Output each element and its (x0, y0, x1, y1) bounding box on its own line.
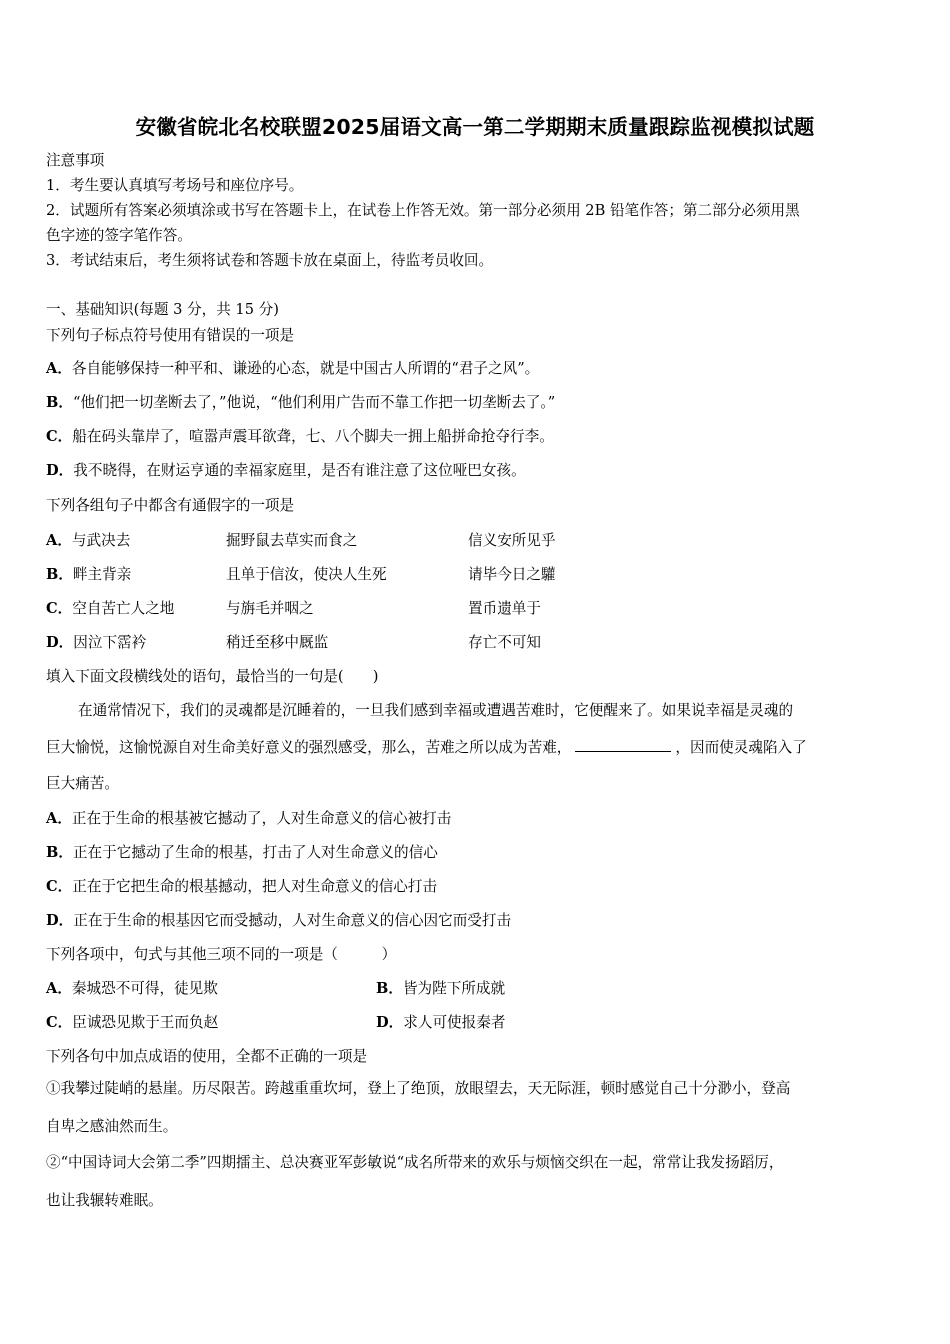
option-row (46, 1013, 218, 1033)
section-heading: 一、基础知识(每题 3 分，共 15 分) (46, 301, 279, 318)
notice-item: 3．考试结束后，考生须将试卷和答题卡放在桌面上，待监考员收回。 (46, 252, 494, 269)
option-row (46, 565, 131, 585)
option-label: A． (46, 980, 72, 997)
question-stem: 下列句子标点符号使用有错误的一项是 (46, 327, 295, 344)
option-text: 臣诚恐见欺于王而负赵 (72, 1014, 219, 1031)
sentence-line: ①我攀过陡峭的悬崖。历尽限苦。跨越重重坎坷，登上了绝顶，放眼望去，天无际涯，顿时感觉自己十分渺小，登高 (46, 1080, 791, 1097)
option-text: 我不晓得，在财运亨通的幸福家庭里，是否有谁注意了这位哑巴女孩。 (73, 462, 526, 479)
option-row (46, 427, 554, 447)
passage-line (46, 737, 807, 758)
sentence-line: 也让我辗转难眠。 (46, 1192, 163, 1209)
option-text: 信义安所见乎 (468, 532, 556, 549)
question-stem: 下列各组句子中都含有通假字的一项是 (46, 497, 295, 514)
option-text: 畔主背亲 (72, 566, 132, 583)
option-text: 与武决去 (71, 532, 131, 549)
option-text: 正在于生命的根基被它撼动了，人对生命意义的信心被打击 (71, 810, 452, 827)
option-text: 空自苦亡人之地 (72, 600, 175, 617)
option-row (46, 531, 130, 551)
option-row (46, 843, 438, 863)
option-row (376, 979, 505, 999)
notice-item: 色字迹的签字笔作答。 (46, 227, 192, 244)
notice-item: 1．考生要认真填写考场号和座位序号。 (46, 177, 304, 194)
option-label: D． (376, 1014, 404, 1031)
option-label: B． (46, 394, 73, 411)
option-label: A． (46, 810, 72, 827)
passage-text: ，因而使灵魂陷入了 (675, 739, 807, 756)
option-label: C． (46, 428, 73, 445)
option-row (46, 599, 174, 619)
option-label: D． (46, 912, 74, 929)
question-stem: 下列各句中加点成语的使用，全都不正确的一项是 (46, 1048, 368, 1065)
sentence-line: ②“中国诗词大会第二季”四期擂主、总决赛亚军彭敏说“成名所带来的欢乐与烦恼交织在一起，常常让我发扬蹈厉， (46, 1154, 784, 1171)
option-text: 船在码头靠岸了，喧嚣声震耳欲聋，七、八个脚夫一拥上船拼命抢夺行李。 (72, 428, 554, 445)
passage-line: 在通常情况下，我们的灵魂都是沉睡着的，一旦我们感到幸福或遭遇苦难时，它便醒来了。如果说幸福是灵魂的 (78, 702, 794, 719)
option-text: 置币遗单于 (468, 600, 541, 617)
option-row (46, 461, 526, 481)
option-text: 各自能够保持一种平和、谦逊的心态，就是中国古人所谓的“君子之风”。 (71, 360, 540, 377)
question-stem: 填入下面文段横线处的语句，最恰当的一句是( ) (46, 668, 379, 685)
sentence-line: 自卑之感油然而生。 (46, 1118, 178, 1135)
question-stem: 下列各项中，句式与其他三项不同的一项是（ ） (46, 946, 397, 963)
passage-text: 巨大愉悦，这愉悦源自对生命美好意义的强烈感受，那么，苦难之所以成为苦难， (46, 739, 572, 756)
option-row (46, 359, 539, 379)
notice-item: 2．试题所有答案必须填涂或书写在答题卡上，在试卷上作答无效。第一部分必须用 2B 铅笔作答；第二部分必须用黑 (46, 202, 800, 219)
option-text: 与旃毛并咽之 (226, 600, 314, 617)
option-label: B． (46, 566, 73, 583)
option-label: B． (46, 844, 73, 861)
option-label: A． (46, 360, 72, 377)
page-title: 安徽省皖北名校联盟2025届语文高一第二学期期末质量跟踪监视模拟试题 (135, 115, 815, 139)
option-row (46, 809, 451, 829)
passage-line: 巨大痛苦。 (46, 775, 119, 792)
option-text: 存亡不可知 (468, 634, 541, 651)
option-label: B． (376, 980, 403, 997)
option-label: D． (46, 462, 74, 479)
option-row (46, 979, 218, 999)
option-text: 皆为陛下所成就 (402, 980, 506, 997)
option-text: 因泣下霑衿 (73, 634, 147, 651)
notice-heading: 注意事项 (46, 152, 105, 169)
option-text: 且单于信汝，使决人生死 (226, 566, 387, 583)
option-label: A． (46, 532, 72, 549)
fill-blank (575, 737, 671, 752)
option-label: C． (46, 600, 73, 617)
option-row (46, 911, 511, 931)
option-label: C． (46, 878, 73, 895)
option-row (376, 1013, 505, 1033)
option-text: 正在于它撼动了生命的根基，打击了人对生命意义的信心 (72, 844, 438, 861)
option-text: “他们把一切垄断去了，”他说，“他们利用广告而不靠工作把一切垄断去了。” (72, 394, 556, 411)
option-label: D． (46, 634, 74, 651)
option-text: 秦城恐不可得，徒见欺 (71, 980, 218, 997)
option-text: 求人可使报秦者 (403, 1014, 506, 1031)
option-row (46, 393, 555, 413)
option-text: 请毕今日之驩 (468, 566, 556, 583)
option-text: 稍迁至移中厩监 (226, 634, 329, 651)
option-row (46, 877, 437, 897)
option-text: 掘野鼠去草实而食之 (226, 532, 358, 549)
option-label: C． (46, 1014, 73, 1031)
option-row (46, 633, 146, 653)
option-text: 正在于生命的根基因它而受撼动，人对生命意义的信心因它而受打击 (73, 912, 512, 929)
option-text: 正在于它把生命的根基撼动，把人对生命意义的信心打击 (72, 878, 438, 895)
